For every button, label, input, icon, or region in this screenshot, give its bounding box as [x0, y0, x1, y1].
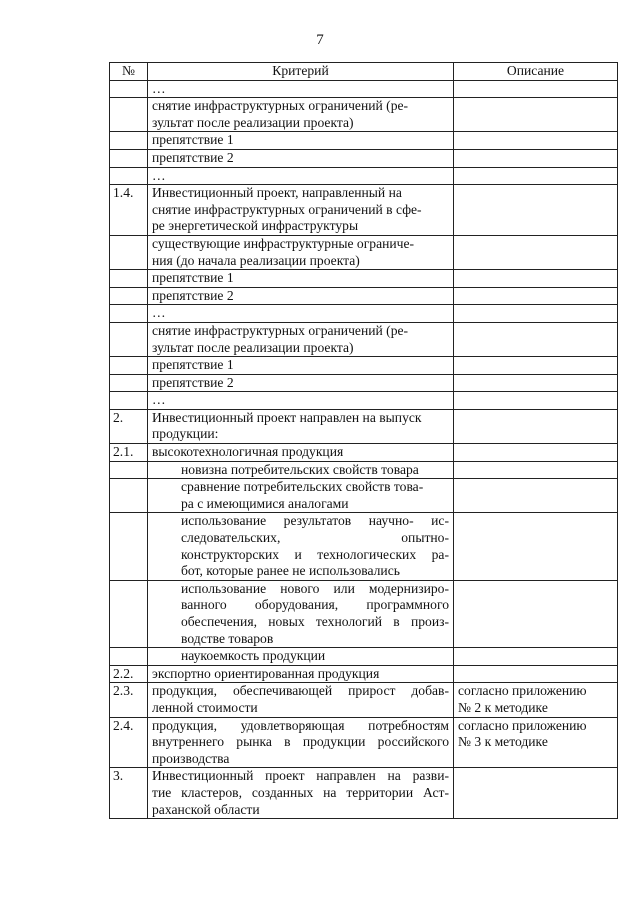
criterion-line: обеспечения, новых технологий в произ- [181, 614, 449, 629]
row-criterion [148, 768, 454, 819]
table-row [110, 322, 618, 356]
criterion-line: Инвестиционный проект направлен на разви- [152, 768, 449, 784]
row-number [110, 132, 148, 150]
criterion-line: существующие инфраструктурные ограниче- [152, 235, 415, 251]
row-criterion [148, 132, 454, 150]
criterion-line: … [152, 80, 166, 96]
table-row [110, 98, 618, 132]
criterion-line: ре энергетической инфраструктуры [152, 218, 359, 234]
table-row [110, 444, 618, 462]
description-line: № 3 к методике [458, 734, 548, 750]
row-number: 2.2. [110, 665, 148, 683]
row-criterion [148, 287, 454, 305]
row-number [110, 270, 148, 288]
row-criterion [148, 717, 454, 768]
row-criterion [148, 479, 454, 513]
row-description [454, 409, 618, 443]
row-description [454, 185, 618, 236]
table-row [110, 270, 618, 288]
row-number [110, 513, 148, 580]
criterion-line: внутреннего рынка в продукции российского [152, 734, 449, 750]
criterion-line: препятствие 2 [152, 287, 234, 303]
description-line: согласно приложению [458, 717, 587, 733]
criterion-line: ванного оборудования, программного [181, 597, 449, 613]
row-criterion [148, 513, 454, 580]
row-criterion [148, 305, 454, 323]
header-criterion: Критерий [148, 63, 454, 81]
table-row [110, 717, 618, 768]
row-criterion [148, 98, 454, 132]
criterion-line: Инвестиционный проект, направленный на [152, 185, 402, 201]
criterion-line: раханской области [152, 801, 260, 817]
criterion-line: использование результатов научно- ис- [181, 513, 449, 529]
criterion-line: препятствие 2 [152, 374, 234, 390]
row-criterion [148, 149, 454, 167]
row-criterion [148, 392, 454, 410]
row-description [454, 392, 618, 410]
row-number [110, 648, 148, 666]
row-number [110, 98, 148, 132]
criterion-line: ния (до начала реализации проекта) [152, 252, 360, 268]
criterion-line: новизна потребительских свойств товара [181, 461, 419, 477]
row-number [110, 322, 148, 356]
row-description [454, 580, 618, 647]
table-row [110, 287, 618, 305]
page-number: 7 [316, 32, 324, 48]
row-number: 1.4. [110, 185, 148, 236]
row-description [454, 513, 618, 580]
criterion-line: продукции: [152, 426, 219, 442]
row-description [454, 665, 618, 683]
row-criterion [148, 322, 454, 356]
description-line: № 2 к методике [458, 699, 548, 715]
criterion-line: сравнение потребительских свойств това- [181, 479, 424, 495]
row-number [110, 305, 148, 323]
row-number: 2.4. [110, 717, 148, 768]
row-number: 2.1. [110, 444, 148, 462]
row-criterion [148, 374, 454, 392]
table-row [110, 665, 618, 683]
table-row [110, 167, 618, 185]
row-criterion [148, 665, 454, 683]
row-criterion [148, 357, 454, 375]
criterion-line: зультат после реализации проекта) [152, 339, 354, 355]
criterion-line: снятие инфраструктурных ограничений в сфе- [152, 201, 422, 217]
row-number [110, 374, 148, 392]
criterion-line: производства [152, 750, 230, 766]
criterion-line: препятствие 2 [152, 149, 234, 165]
criterion-line: высокотехнологичная продукция [152, 444, 344, 460]
row-criterion [148, 683, 454, 717]
row-criterion [148, 80, 454, 98]
row-description [454, 270, 618, 288]
table-row [110, 357, 618, 375]
row-number [110, 461, 148, 479]
row-criterion [148, 185, 454, 236]
row-number [110, 235, 148, 269]
row-criterion [148, 648, 454, 666]
table-row [110, 648, 618, 666]
table-row [110, 185, 618, 236]
criterion-line: продукция, обеспечивающей прирост добав- [152, 683, 449, 699]
criterion-line: тие кластеров, созданных на территории Аст- [152, 784, 449, 800]
row-criterion [148, 270, 454, 288]
criterion-line: снятие инфраструктурных ограничений (ре- [152, 98, 409, 114]
row-description [454, 717, 618, 768]
row-criterion [148, 235, 454, 269]
row-number [110, 392, 148, 410]
row-criterion [148, 461, 454, 479]
row-criterion [148, 167, 454, 185]
row-number [110, 287, 148, 305]
table-body [110, 80, 618, 819]
row-description [454, 149, 618, 167]
description-line: согласно приложению [458, 683, 587, 699]
criterion-line: водстве товаров [181, 630, 274, 646]
criterion-line: … [152, 392, 166, 408]
row-number: 2. [110, 409, 148, 443]
table-row [110, 461, 618, 479]
table-row [110, 768, 618, 819]
table-row [110, 683, 618, 717]
row-criterion [148, 444, 454, 462]
criterion-line: ра с имеющимися аналогами [181, 495, 349, 511]
header-number: № [110, 63, 148, 81]
row-number [110, 479, 148, 513]
row-description [454, 444, 618, 462]
row-criterion [148, 580, 454, 647]
table-row [110, 513, 618, 580]
criterion-line: зультат после реализации проекта) [152, 114, 354, 130]
criterion-line: использование нового или модернизиро- [181, 580, 449, 596]
row-description [454, 287, 618, 305]
criterion-line: следовательских, опытно- [181, 530, 449, 546]
row-number [110, 80, 148, 98]
criterion-line: бот, которые ранее не использовались [181, 563, 400, 579]
row-criterion [148, 409, 454, 443]
row-description [454, 305, 618, 323]
row-description [454, 235, 618, 269]
table-row [110, 80, 618, 98]
row-description [454, 322, 618, 356]
row-number: 3. [110, 768, 148, 819]
row-description [454, 98, 618, 132]
row-description [454, 768, 618, 819]
table-row [110, 479, 618, 513]
criteria-table [109, 62, 618, 819]
table-row [110, 305, 618, 323]
table-row [110, 392, 618, 410]
criterion-line: … [152, 167, 166, 183]
criterion-line: ленной стоимости [152, 699, 258, 715]
criterion-line: препятствие 1 [152, 357, 234, 373]
criterion-line: наукоемкость продукции [181, 648, 326, 664]
row-description [454, 479, 618, 513]
criterion-line: препятствие 1 [152, 270, 234, 286]
row-number [110, 357, 148, 375]
header-description: Описание [454, 63, 618, 81]
row-description [454, 374, 618, 392]
criterion-line: продукция, удовлетворяющая потребностям [152, 717, 449, 733]
row-number [110, 580, 148, 647]
row-description [454, 167, 618, 185]
table-row [110, 149, 618, 167]
table-row [110, 409, 618, 443]
row-number [110, 149, 148, 167]
criterion-line: конструкторских и технологических ра- [181, 546, 449, 562]
row-number: 2.3. [110, 683, 148, 717]
row-description [454, 461, 618, 479]
row-description [454, 132, 618, 150]
criterion-line: Инвестиционный проект направлен на выпуск [152, 409, 422, 425]
row-number [110, 167, 148, 185]
table-row [110, 235, 618, 269]
table-header-row [110, 63, 618, 81]
row-description [454, 648, 618, 666]
row-description [454, 357, 618, 375]
criterion-line: снятие инфраструктурных ограничений (ре- [152, 322, 409, 338]
row-description [454, 80, 618, 98]
criterion-line: препятствие 1 [152, 132, 234, 148]
criterion-line: экспортно ориентированная продукция [152, 665, 380, 681]
table-row [110, 132, 618, 150]
criterion-line: … [152, 305, 166, 321]
row-description [454, 683, 618, 717]
table-row [110, 374, 618, 392]
table-row [110, 580, 618, 647]
